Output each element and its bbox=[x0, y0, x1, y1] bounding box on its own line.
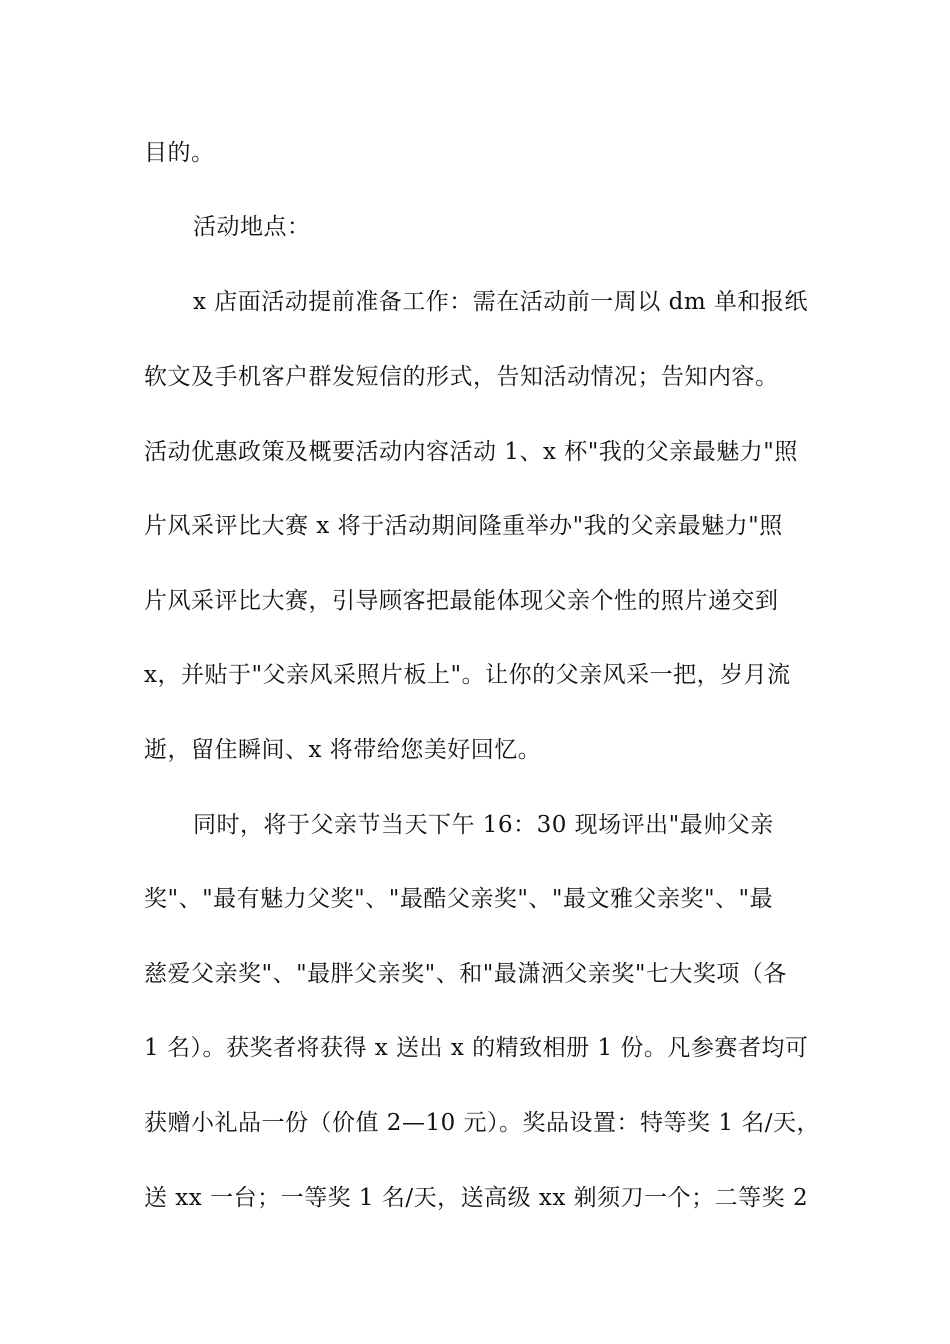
text-line-1: 目的。 bbox=[144, 140, 215, 166]
text-line-12: 慈爱父亲奖"、"最胖父亲奖"、和"最潇洒父亲奖"七大奖项（各 bbox=[144, 961, 787, 987]
text-line-15: 送 xx 一台；一等奖 1 名/天，送高级 xx 剃须刀一个；二等奖 2 bbox=[144, 1185, 809, 1211]
text-line-7: 片风采评比大赛，引导顾客把最能体现父亲个性的照片递交到 bbox=[144, 588, 779, 614]
text-line-5: 活动优惠政策及概要活动内容活动 1、x 杯"我的父亲最魅力"照 bbox=[144, 439, 798, 465]
text-line-10: 同时，将于父亲节当天下午 16：30 现场评出"最帅父亲 bbox=[193, 812, 774, 838]
text-line-3: x 店面活动提前准备工作：需在活动前一周以 dm 单和报纸 bbox=[193, 289, 808, 315]
text-line-8: x，并贴于"父亲风采照片板上"。让你的父亲风采一把，岁月流 bbox=[144, 662, 791, 688]
text-line-4: 软文及手机客户群发短信的形式，告知活动情况；告知内容。 bbox=[144, 364, 779, 390]
text-line-6: 片风采评比大赛 x 将于活动期间隆重举办"我的父亲最魅力"照 bbox=[144, 513, 783, 539]
text-line-9: 逝，留住瞬间、x 将带给您美好回忆。 bbox=[144, 737, 542, 763]
text-line-14: 获赠小礼品一份（价值 2—10 元）。奖品设置：特等奖 1 名/天， bbox=[144, 1110, 821, 1136]
text-line-2: 活动地点： bbox=[193, 214, 311, 240]
text-line-13: 1 名）。获奖者将获得 x 送出 x 的精致相册 1 份。凡参赛者均可 bbox=[144, 1035, 809, 1061]
text-line-11: 奖"、"最有魅力父奖"、"最酷父亲奖"、"最文雅父亲奖"、"最 bbox=[144, 886, 774, 912]
